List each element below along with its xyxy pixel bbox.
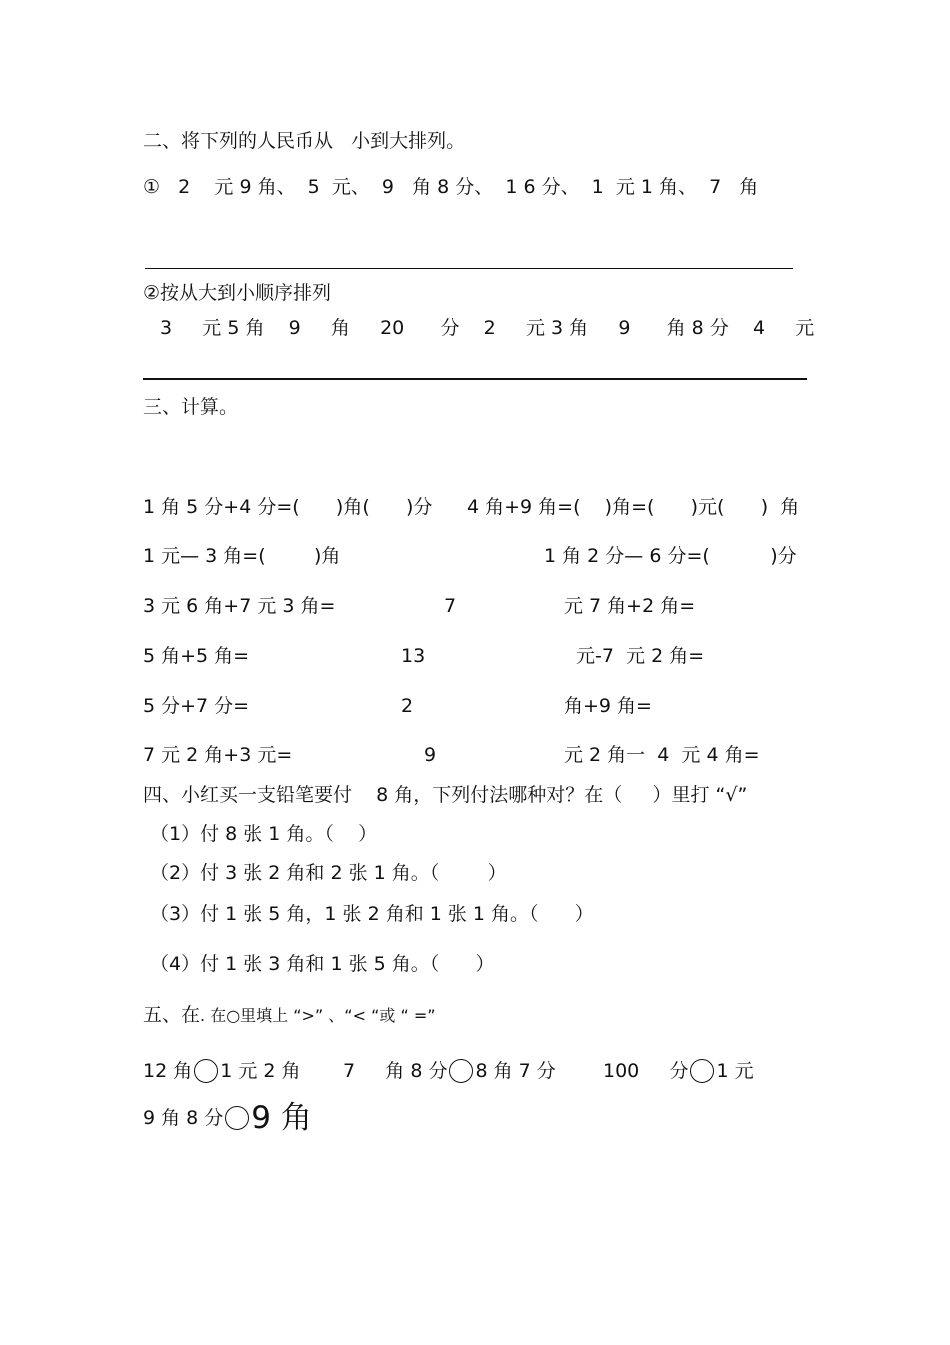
section2-title: 二、将下列的人民币从 小到大排列。 — [143, 130, 466, 152]
calc-row-3-left: 3 元 6 角+7 元 3 角= — [143, 595, 336, 617]
compare-circle-4[interactable] — [225, 1106, 249, 1130]
calc-row-2-right: 1 角 2 分— 6 分=( )分 — [544, 545, 797, 567]
section2-q1-items: ① 2 元 9 角、 5 元、 9 角 8 分、 1 6 分、 1 元 1 角、 7 角 — [143, 176, 759, 198]
calc-row-6-mid: 9 — [424, 744, 437, 766]
calc-row-4-right: 元-7 元 2 角= — [576, 645, 705, 667]
section4-option-2: （2）付 3 张 2 角和 2 张 1 角。（ ） — [150, 862, 507, 884]
answer-line-2[interactable] — [143, 378, 807, 380]
compare-circle-3[interactable] — [690, 1059, 714, 1083]
section4-title: 四、小红买一支铅笔要付 8 角，下列付法哪种对？在（ ）里打 “√” — [143, 784, 748, 806]
answer-line-1[interactable] — [145, 268, 793, 269]
section5-title — [143, 1004, 436, 1027]
compare-circle-2[interactable] — [449, 1059, 473, 1083]
compare-1-right: 1 元 2 角 — [220, 1060, 301, 1082]
calc-row-2-left: 1 元— 3 角=( )角 — [143, 545, 341, 567]
calc-row-5-left: 5 分+7 分= — [143, 695, 250, 717]
section2-q2-items: 3 元 5 角 9 角 20 分 2 元 3 角 9 角 8 分 4 元 — [160, 317, 815, 339]
compare-row-4 — [143, 1100, 312, 1136]
compare-3-right: 1 元 — [716, 1060, 754, 1082]
compare-row-1 — [143, 1059, 301, 1083]
compare-2-right: 8 角 7 分 — [475, 1060, 556, 1082]
calc-row-1-right: 4 角+9 角=( )角=( )元( ) 角 — [467, 496, 800, 518]
calc-row-3-mid: 7 — [444, 595, 457, 617]
section2-q2-title: ②按从大到小顺序排列 — [143, 282, 332, 304]
calc-row-4-mid: 13 — [401, 645, 426, 667]
compare-4-right: 9 角 — [251, 1100, 312, 1136]
section4-option-4: （4）付 1 张 3 角和 1 张 5 角。（ ） — [150, 953, 495, 975]
compare-row-3 — [603, 1059, 754, 1083]
compare-2-left: 7 角 8 分 — [343, 1060, 448, 1082]
calc-row-3-right: 元 7 角+2 角= — [564, 595, 696, 617]
section4-option-1: （1）付 8 张 1 角。（ ） — [150, 823, 378, 845]
section5-title-a: 五、在 — [143, 1004, 201, 1026]
section3-title: 三、计算。 — [143, 396, 239, 418]
calc-row-5-right: 角+9 角= — [564, 695, 652, 717]
calc-row-6-left: 7 元 2 角+3 元= — [143, 744, 293, 766]
calc-row-4-left: 5 角+5 角= — [143, 645, 250, 667]
compare-3-left: 100 分 — [603, 1060, 689, 1082]
compare-circle-1[interactable] — [194, 1059, 218, 1083]
compare-row-2 — [343, 1059, 556, 1083]
section4-option-3: （3）付 1 张 5 角，1 张 2 角和 1 张 1 角。（ ） — [150, 903, 594, 925]
compare-1-left: 12 角 — [143, 1060, 193, 1082]
compare-4-left: 9 角 8 分 — [143, 1107, 224, 1129]
calc-row-1-left: 1 角 5 分+4 分=( )角( )分 — [143, 496, 433, 518]
calc-row-6-right: 元 2 角一 4 元 4 角= — [564, 744, 760, 766]
section5-title-b: . 在○里填上 “>” 、“< “或 “ =” — [200, 1006, 436, 1025]
calc-row-5-mid: 2 — [401, 695, 414, 717]
